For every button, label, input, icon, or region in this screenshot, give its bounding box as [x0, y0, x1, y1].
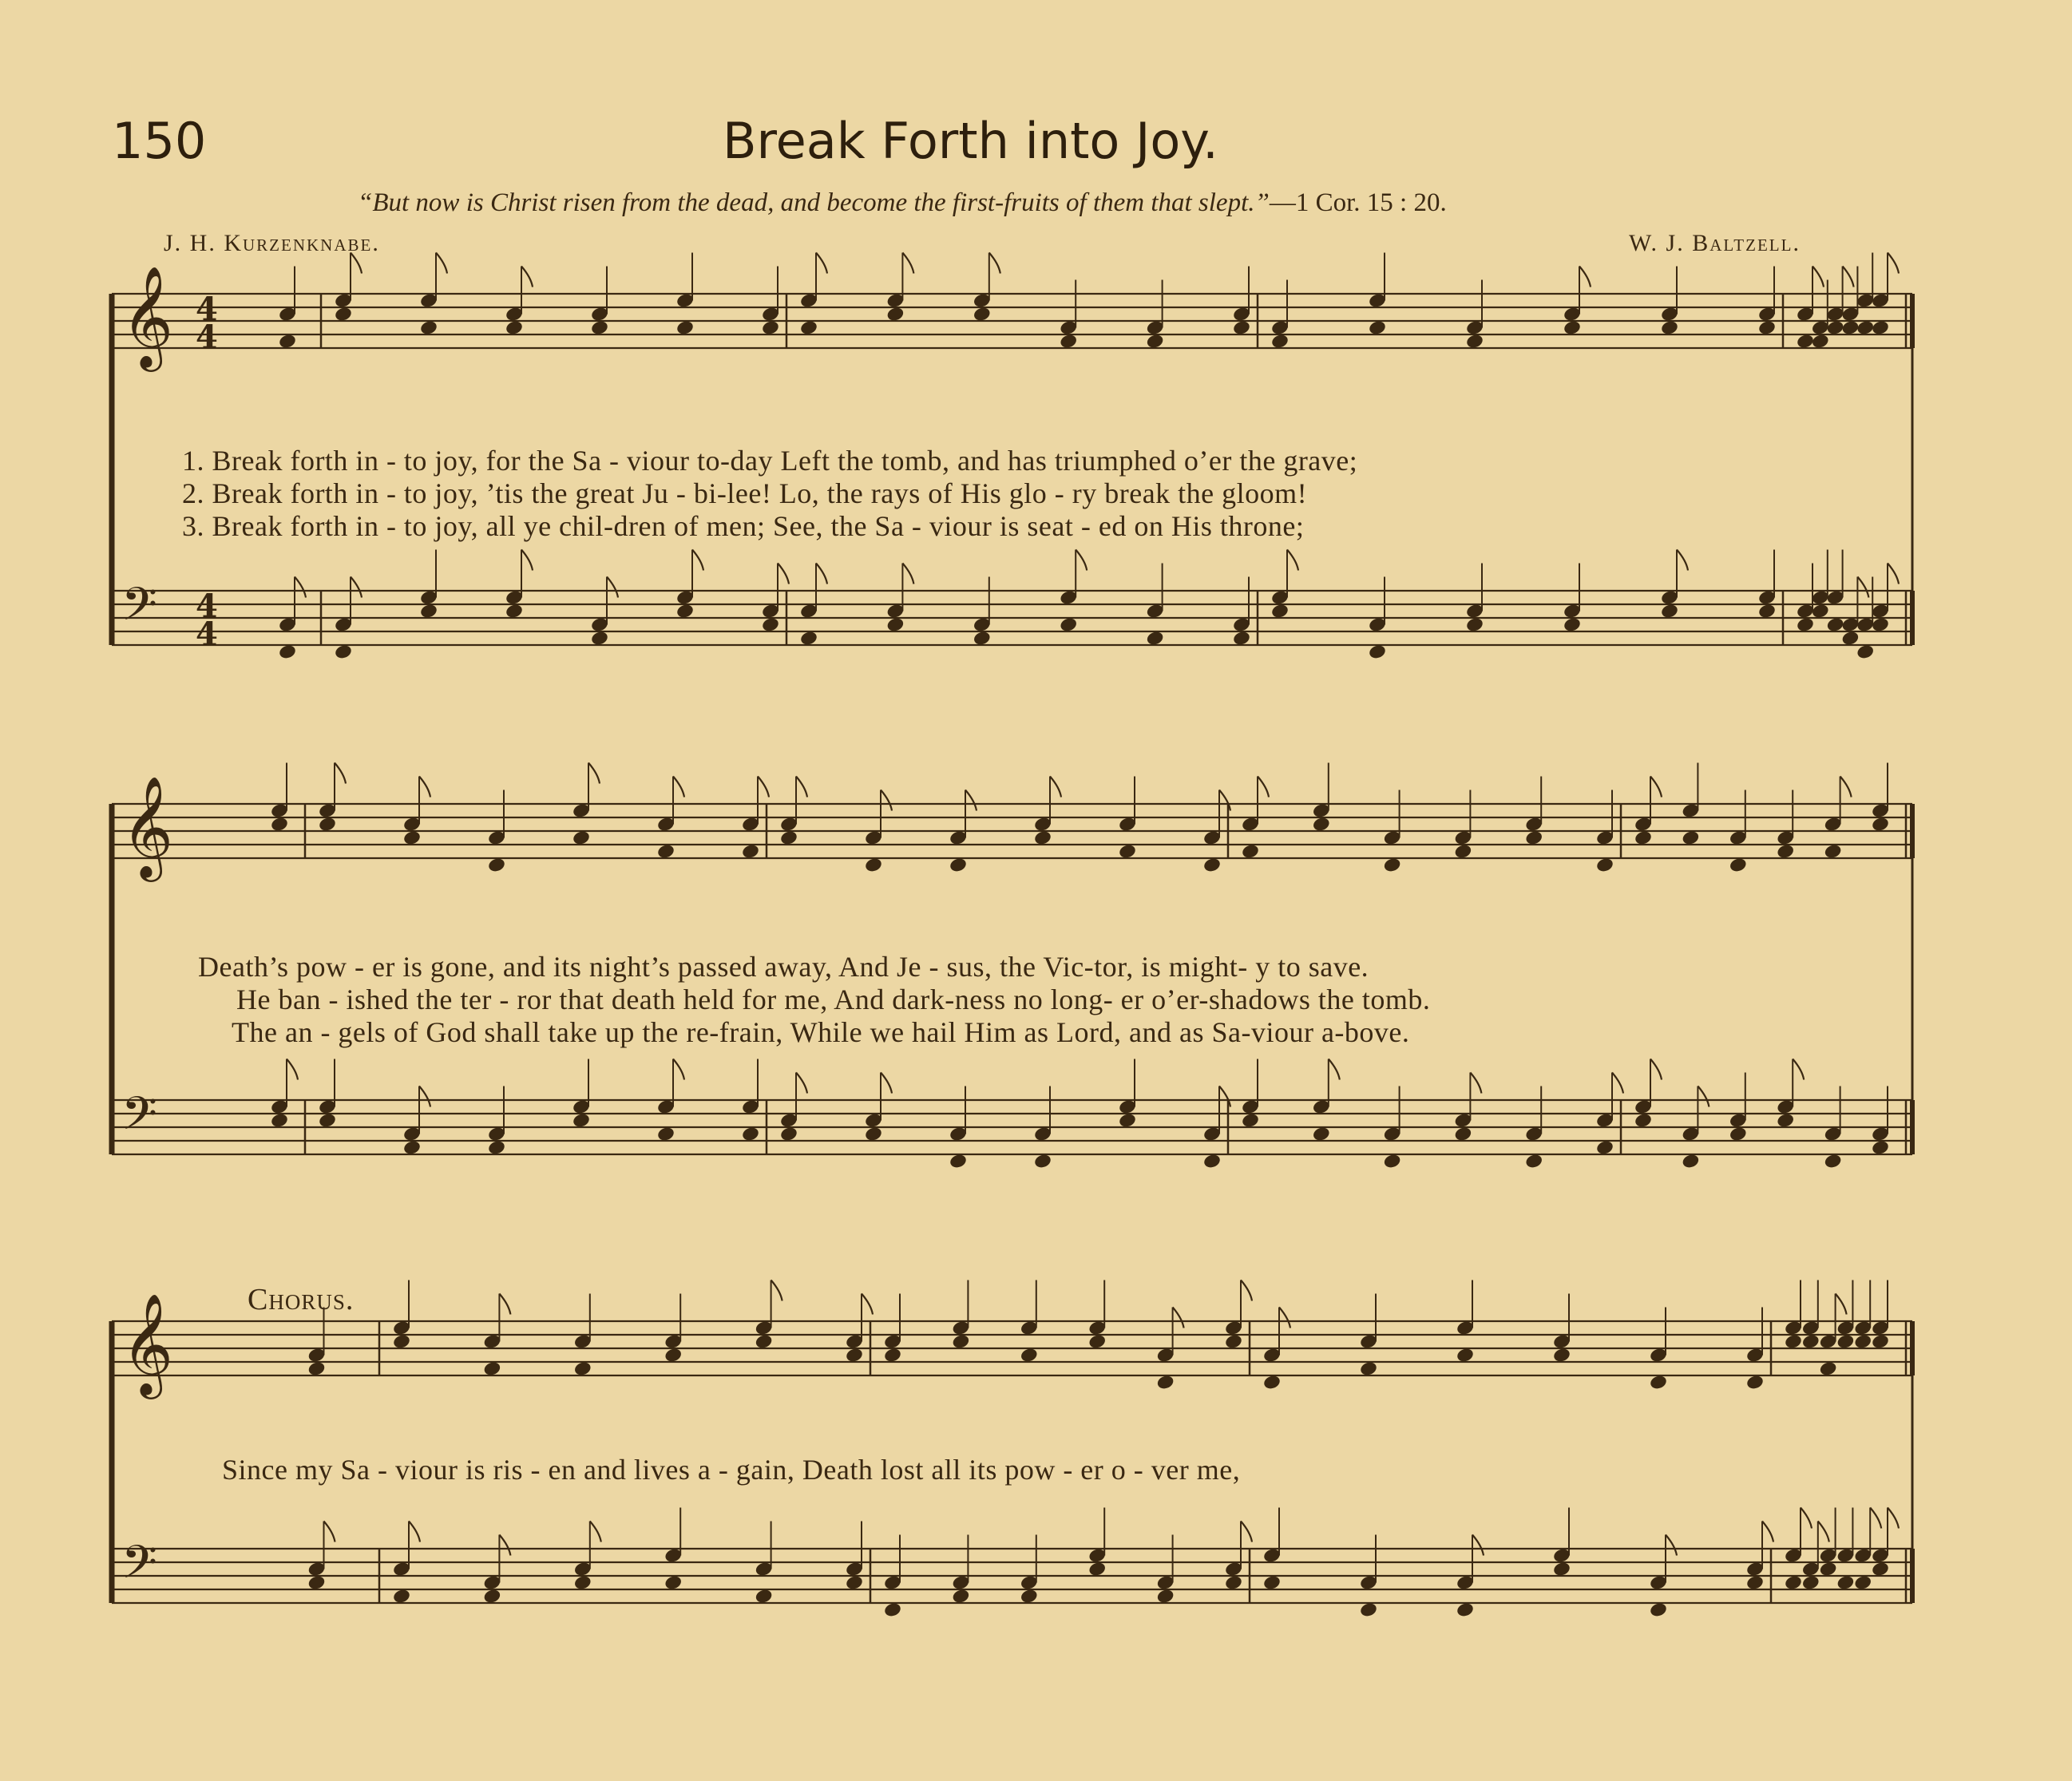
- notehead: [1595, 1139, 1614, 1156]
- note-flag: [588, 763, 600, 784]
- notehead: [656, 843, 675, 860]
- notehead: [1649, 1601, 1668, 1618]
- notehead: [1563, 319, 1582, 336]
- notehead: [419, 603, 438, 619]
- notehead: [1202, 857, 1222, 873]
- notehead: [318, 816, 337, 833]
- note-flag: [295, 577, 306, 598]
- note-flag: [287, 1059, 298, 1080]
- notehead: [1232, 319, 1251, 336]
- notehead: [675, 603, 695, 619]
- note-flag: [1677, 550, 1688, 571]
- notehead: [1856, 643, 1875, 660]
- notehead: [1312, 816, 1331, 833]
- note-flag: [1472, 1535, 1484, 1556]
- notehead: [799, 319, 818, 336]
- notehead: [951, 1333, 970, 1350]
- notehead: [885, 616, 905, 633]
- notehead: [1776, 843, 1795, 860]
- epigraph-reference: —1 Cor. 15 : 20.: [1269, 188, 1447, 217]
- notehead: [1088, 1561, 1107, 1577]
- notehead: [505, 319, 524, 336]
- note-flag: [1258, 777, 1269, 797]
- notehead: [1033, 829, 1052, 846]
- notehead: [1745, 1374, 1765, 1391]
- note-flag: [1836, 1294, 1847, 1315]
- notehead: [1232, 630, 1251, 647]
- note-flag: [902, 253, 913, 274]
- notehead: [1146, 630, 1165, 647]
- notehead: [1856, 319, 1875, 336]
- note-flag: [521, 550, 533, 571]
- notehead: [572, 1112, 591, 1129]
- notehead: [1465, 616, 1484, 633]
- notehead: [1784, 1574, 1803, 1591]
- note-flag: [351, 577, 362, 598]
- notehead: [1836, 1574, 1855, 1591]
- notehead: [1020, 1588, 1039, 1605]
- chorus-line-1: Since my Sa - viour is ris - en and lives a - gain, Death lost all its pow - er o - ver me,: [222, 1454, 1241, 1486]
- notehead: [1595, 857, 1614, 873]
- notehead: [664, 1574, 683, 1591]
- treble-clef-icon: 𝄞: [121, 265, 174, 367]
- note-flag: [778, 564, 789, 584]
- notehead: [392, 1333, 411, 1350]
- notehead: [573, 1360, 592, 1377]
- notehead: [664, 1347, 683, 1363]
- note-flag: [1650, 1059, 1662, 1080]
- notehead: [1840, 319, 1860, 336]
- notehead: [278, 333, 297, 350]
- note-flag: [1870, 1508, 1881, 1529]
- notehead: [487, 1139, 506, 1156]
- notehead: [755, 1588, 774, 1605]
- note-flag: [607, 577, 618, 598]
- note-flag: [1888, 564, 1899, 584]
- notehead: [334, 306, 353, 323]
- note-flag: [1612, 1073, 1623, 1094]
- note-flag: [771, 1280, 782, 1301]
- note-flag: [1801, 1508, 1812, 1529]
- notehead: [864, 857, 883, 873]
- treble-clef-icon: 𝄞: [121, 1292, 174, 1395]
- notehead: [270, 1112, 289, 1129]
- notehead: [1796, 333, 1815, 350]
- notehead: [656, 1126, 675, 1142]
- notehead: [675, 319, 695, 336]
- notehead: [1811, 333, 1830, 350]
- note-flag: [335, 763, 346, 784]
- notehead: [1368, 319, 1387, 336]
- notehead: [1059, 616, 1078, 633]
- notehead: [1262, 1374, 1282, 1391]
- notehead: [318, 1112, 337, 1129]
- notehead: [1840, 630, 1860, 647]
- notehead: [1465, 333, 1484, 350]
- bass-clef-icon: 𝄢: [121, 577, 158, 643]
- note-flag: [1843, 267, 1854, 287]
- notehead: [572, 829, 591, 846]
- note-flag: [1888, 253, 1899, 274]
- notehead: [402, 1139, 422, 1156]
- notehead: [590, 319, 609, 336]
- bass-clef-icon: 𝄢: [121, 1535, 158, 1601]
- verse-2-line-2: He ban - ished the ter - ror that death held for me, And dark-ness no long- er o’er-shadows the tomb.: [236, 984, 1431, 1015]
- notehead: [278, 643, 297, 660]
- chorus-label: Chorus.: [248, 1283, 355, 1316]
- notehead: [761, 319, 780, 336]
- bass-clef-icon: 𝄢: [121, 1086, 158, 1152]
- note-flag: [989, 253, 1000, 274]
- notehead: [1552, 1347, 1571, 1363]
- note-flag: [862, 1294, 873, 1315]
- note-flag: [1762, 1522, 1773, 1542]
- notehead: [885, 306, 905, 323]
- notehead: [1156, 1374, 1175, 1391]
- notehead: [482, 1588, 501, 1605]
- notehead: [1262, 1574, 1282, 1591]
- notehead: [402, 829, 422, 846]
- notehead: [1552, 1561, 1571, 1577]
- notehead: [1681, 829, 1700, 846]
- notehead: [1453, 1126, 1472, 1142]
- notehead: [1270, 603, 1290, 619]
- notehead: [1871, 616, 1890, 633]
- note-flag: [1279, 1308, 1290, 1328]
- notehead: [951, 1588, 970, 1605]
- epigraph-quote: “But now is Christ risen from the dead, and become the first-fruits of them that slept.”: [358, 188, 1270, 217]
- note-flag: [1173, 1308, 1184, 1328]
- note-flag: [881, 790, 892, 811]
- notehead: [1033, 1153, 1052, 1170]
- notehead: [1757, 319, 1777, 336]
- notehead: [845, 1574, 864, 1591]
- note-flag: [499, 1535, 510, 1556]
- notehead: [1819, 1561, 1838, 1577]
- notehead: [1836, 1333, 1855, 1350]
- verse-1-line-1: 1. Break forth in - to joy, for the Sa - viour to-day Left the tomb, and has triumphed o’er the grave;: [182, 445, 1358, 477]
- notehead: [573, 1574, 592, 1591]
- notehead: [1383, 857, 1402, 873]
- note-flag: [692, 550, 703, 571]
- note-flag: [1329, 1059, 1340, 1080]
- note-flag: [409, 1522, 420, 1542]
- note-flag: [1241, 1280, 1252, 1301]
- notehead: [1824, 1153, 1843, 1170]
- notehead: [1826, 616, 1845, 633]
- notehead: [590, 630, 609, 647]
- note-flag: [673, 1059, 684, 1080]
- notehead: [1453, 843, 1472, 860]
- words-credit: J. H. Kurzenknabe.: [164, 230, 380, 256]
- note-flag: [1650, 777, 1662, 797]
- notehead: [1729, 1126, 1748, 1142]
- note-flag: [1888, 1508, 1899, 1529]
- notehead: [1745, 1574, 1765, 1591]
- notehead: [779, 829, 798, 846]
- note-flag: [419, 1086, 430, 1107]
- notehead: [1241, 1112, 1260, 1129]
- notehead: [883, 1601, 902, 1618]
- notehead: [949, 857, 968, 873]
- notehead: [1729, 857, 1748, 873]
- notehead: [1801, 1333, 1820, 1350]
- note-flag: [324, 1522, 335, 1542]
- note-flag: [1287, 550, 1298, 571]
- note-flag: [499, 1294, 510, 1315]
- time-signature-bottom: 4: [196, 615, 218, 653]
- notehead: [334, 643, 353, 660]
- notehead: [482, 1360, 501, 1377]
- notehead: [1634, 1112, 1653, 1129]
- notehead: [1871, 319, 1890, 336]
- notehead: [1224, 1574, 1243, 1591]
- notehead: [1853, 1333, 1872, 1350]
- notehead: [505, 603, 524, 619]
- note-flag: [758, 777, 769, 797]
- note-flag: [965, 790, 977, 811]
- notehead: [973, 306, 992, 323]
- verse-3-line-2: The an - gels of God shall take up the re-frain, While we hail Him as Lord, and as Sa-viour a-bove.: [232, 1016, 1410, 1048]
- notehead: [1118, 843, 1137, 860]
- notehead: [1224, 1333, 1243, 1350]
- treble-clef-icon: 𝄞: [121, 775, 174, 877]
- notehead: [1088, 1333, 1107, 1350]
- page-number: 150: [112, 112, 207, 170]
- notehead: [1524, 829, 1543, 846]
- note-flag: [1579, 267, 1591, 287]
- note-flag: [351, 253, 362, 274]
- note-flag: [1470, 1073, 1481, 1094]
- notehead: [1649, 1374, 1668, 1391]
- notehead: [741, 843, 760, 860]
- notehead: [1776, 1112, 1795, 1129]
- notehead: [392, 1588, 411, 1605]
- notehead: [1796, 616, 1815, 633]
- notehead: [949, 1153, 968, 1170]
- notehead: [1660, 603, 1679, 619]
- note-flag: [673, 777, 684, 797]
- notehead: [1871, 1333, 1890, 1350]
- notehead: [1871, 816, 1890, 833]
- note-flag: [419, 777, 430, 797]
- notehead: [307, 1574, 327, 1591]
- time-signature-top: 4: [196, 588, 218, 625]
- note-flag: [1076, 550, 1087, 571]
- notehead: [755, 1333, 774, 1350]
- notehead: [1456, 1601, 1475, 1618]
- notehead: [1118, 1112, 1137, 1129]
- notehead: [487, 857, 506, 873]
- time-signature-bottom: 4: [196, 319, 218, 356]
- notehead: [307, 1360, 327, 1377]
- notehead: [1270, 333, 1290, 350]
- note-flag: [1857, 577, 1868, 598]
- verse-2-line-1: 2. Break forth in - to joy, ’tis the great Ju - bi-lee! Lo, the rays of His glo - ry break the gloom!: [182, 477, 1308, 509]
- music-credit: W. J. Baltzell.: [1629, 230, 1801, 256]
- note-flag: [902, 564, 913, 584]
- notehead: [845, 1347, 864, 1363]
- notehead: [1359, 1601, 1378, 1618]
- note-flag: [1241, 1522, 1252, 1542]
- note-flag: [1840, 777, 1852, 797]
- note-flag: [816, 564, 827, 584]
- notehead: [779, 1126, 798, 1142]
- note-flag: [1050, 777, 1061, 797]
- notehead: [1853, 1574, 1872, 1591]
- notehead: [1456, 1347, 1475, 1363]
- notehead: [1146, 333, 1165, 350]
- notehead: [1156, 1588, 1175, 1605]
- verse-1-line-2: Death’s pow - er is gone, and its night’s passed away, And Je - sus, the Vic-tor, is might- y to save.: [198, 951, 1369, 983]
- notehead: [973, 630, 992, 647]
- notehead: [1784, 1333, 1803, 1350]
- note-flag: [1666, 1535, 1677, 1556]
- notehead: [1819, 1360, 1838, 1377]
- notehead: [1824, 843, 1843, 860]
- hymn-title: Break Forth into Joy.: [723, 112, 1218, 170]
- note-flag: [590, 1522, 601, 1542]
- note-flag: [796, 1073, 807, 1094]
- notehead: [741, 1126, 760, 1142]
- notehead: [1241, 843, 1260, 860]
- note-flag: [881, 1073, 892, 1094]
- notehead: [1312, 1126, 1331, 1142]
- notehead: [1871, 1561, 1890, 1577]
- notehead: [864, 1126, 883, 1142]
- notehead: [1681, 1153, 1700, 1170]
- notehead: [1757, 603, 1777, 619]
- note-flag: [436, 253, 447, 274]
- notehead: [1020, 1347, 1039, 1363]
- notehead: [1811, 603, 1830, 619]
- note-flag: [1818, 1522, 1829, 1542]
- notehead: [1801, 1574, 1820, 1591]
- notehead: [1059, 333, 1078, 350]
- note-flag: [1813, 267, 1824, 287]
- note-flag: [816, 253, 827, 274]
- notehead: [1202, 1153, 1222, 1170]
- notehead: [1359, 1360, 1378, 1377]
- notehead: [1871, 1139, 1890, 1156]
- notehead: [1524, 1153, 1543, 1170]
- note-flag: [521, 267, 533, 287]
- notehead: [883, 1347, 902, 1363]
- note-flag: [1793, 1059, 1804, 1080]
- notehead: [1826, 319, 1845, 336]
- notehead: [761, 616, 780, 633]
- notehead: [270, 816, 289, 833]
- notehead: [1634, 829, 1653, 846]
- notehead: [1660, 319, 1679, 336]
- note-flag: [796, 777, 807, 797]
- time-signature-top: 4: [196, 291, 218, 328]
- notehead: [1383, 1153, 1402, 1170]
- notehead: [1563, 616, 1582, 633]
- notehead: [1368, 643, 1387, 660]
- notehead: [419, 319, 438, 336]
- notehead: [799, 630, 818, 647]
- note-flag: [1698, 1086, 1709, 1107]
- verse-3-line-1: 3. Break forth in - to joy, all ye chil-dren of men; See, the Sa - viour is seat - ed on His throne;: [182, 510, 1305, 542]
